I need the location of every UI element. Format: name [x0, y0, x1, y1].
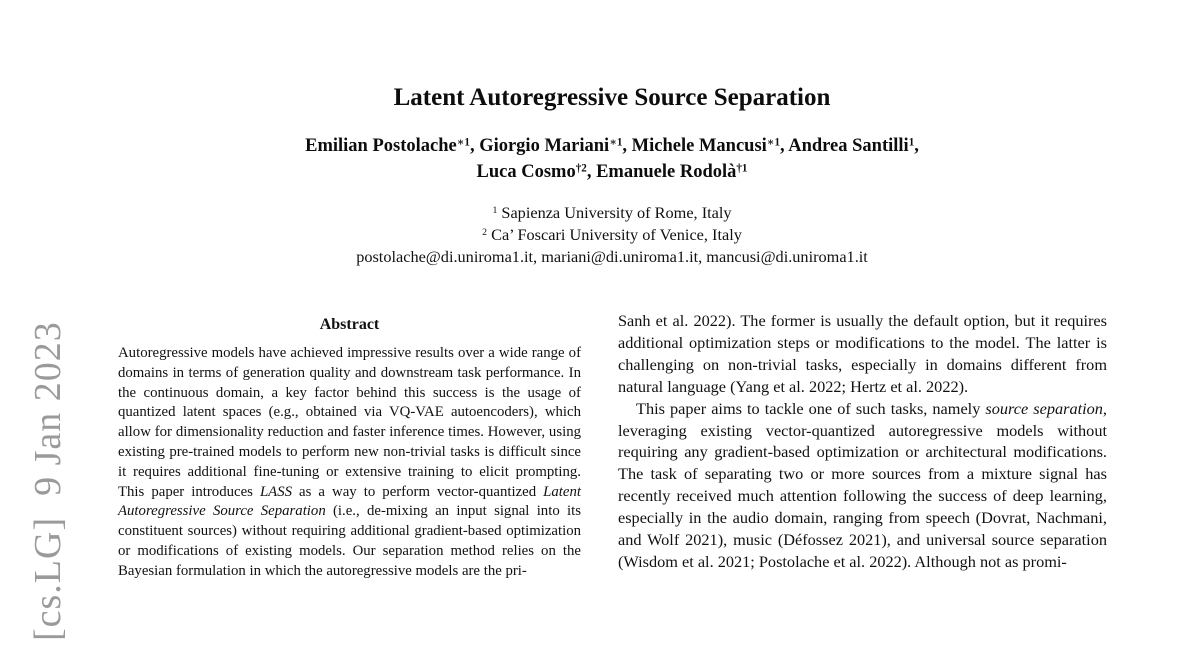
text-segment: ∗1	[766, 136, 781, 149]
text-segment: (i.e., de-mixing an input signal into its constituent sources) without requiring additional gradient-based optimization or modifications of existing models. Our separation method relies on the Bayesian formulation in which the autoregressive models are the pri-	[118, 503, 581, 579]
text-segment: , Michele Mancusi	[622, 136, 767, 156]
text-segment: LASS	[259, 483, 293, 500]
text-segment: source separation	[985, 398, 1103, 418]
text-segment: †1	[736, 162, 748, 175]
author-line-2	[118, 159, 1106, 185]
text-segment: Emilian Postolache	[305, 136, 457, 156]
body-paragraph-1	[618, 310, 1107, 398]
text-segment: ,	[914, 136, 919, 156]
text-segment: , Andrea Santilli	[780, 136, 909, 156]
text-segment: Autoregressive models have achieved impressive results over a wide range of domains in terms of generation quality and downstream task performance. In the continuous domain, a key factor behind this success is the usage of quantized latent spaces (e.g., obtained via VQ-VAE autoencoders), which allow for dimensionality reduction and faster inference times. However, using existing pre-trained models to perform new non-trivial tasks is difficult since it requires additional fine-tuning or extensive training to elicit prompting. This paper introduces	[118, 345, 581, 500]
text-segment: , leveraging existing vector-quantized autoregressive models without requiring any gradient-based optimization or architectural modifications. The task of separating two or more sources from a mixture signal has recently received much attention following the success of deep learning, especially in the audio domain, ranging from speech (Dovrat, Nachmani, and Wolf 2021), music (Défossez 2021), and universal source separation (Wisdom et al. 2021; Postolache et al. 2022). Although not as promi-	[618, 398, 1107, 571]
affiliations-block	[118, 202, 1106, 268]
text-segment: 2	[482, 227, 488, 239]
text-segment: Sanh et al. 2022). The former is usually the default option, but it requires additional optimization steps or modifications to the model. The latter is challenging on non-trivial tasks, especially in domains different from natural language (Yang et al. 2022; Hertz et al. 2022).	[618, 311, 1107, 396]
text-segment: †2	[575, 162, 587, 175]
authors-block	[118, 133, 1106, 185]
abstract-heading: Abstract	[319, 316, 380, 333]
author-emails: postolache@di.uniroma1.it, mariani@di.uniroma1.it, mancusi@di.uniroma1.it	[356, 247, 868, 266]
paper-content	[118, 0, 1106, 268]
text-segment: , Emanuele Rodolà	[586, 162, 737, 182]
text-segment: ∗1	[456, 136, 470, 149]
abstract-text	[118, 344, 581, 582]
affiliation-2	[118, 224, 1106, 246]
text-segment: 1	[492, 205, 498, 217]
affiliation-1	[118, 202, 1106, 224]
right-column	[618, 310, 1107, 573]
paper-title: Latent Autoregressive Source Separation	[393, 84, 831, 111]
text-segment: , Giorgio Mariani	[469, 136, 610, 156]
text-segment: 1	[908, 136, 915, 149]
text-segment: Sapienza University of Rome, Italy	[497, 203, 732, 222]
text-segment: as a way to perform vector-quantized	[292, 483, 544, 500]
author-line-1	[118, 133, 1106, 159]
text-segment: Luca Cosmo	[476, 162, 576, 182]
text-segment: This paper aims to tackle one of such tasks, namely	[636, 398, 986, 418]
text-segment: ∗1	[609, 136, 623, 149]
body-paragraph-2	[618, 398, 1107, 573]
left-column	[118, 316, 581, 582]
text-segment: Latent Autoregressive Source Separation	[118, 483, 581, 520]
arxiv-watermark: [cs.LG] 9 Jan 2023	[27, 321, 69, 641]
text-segment: Ca’ Foscari University of Venice, Italy	[487, 225, 742, 244]
